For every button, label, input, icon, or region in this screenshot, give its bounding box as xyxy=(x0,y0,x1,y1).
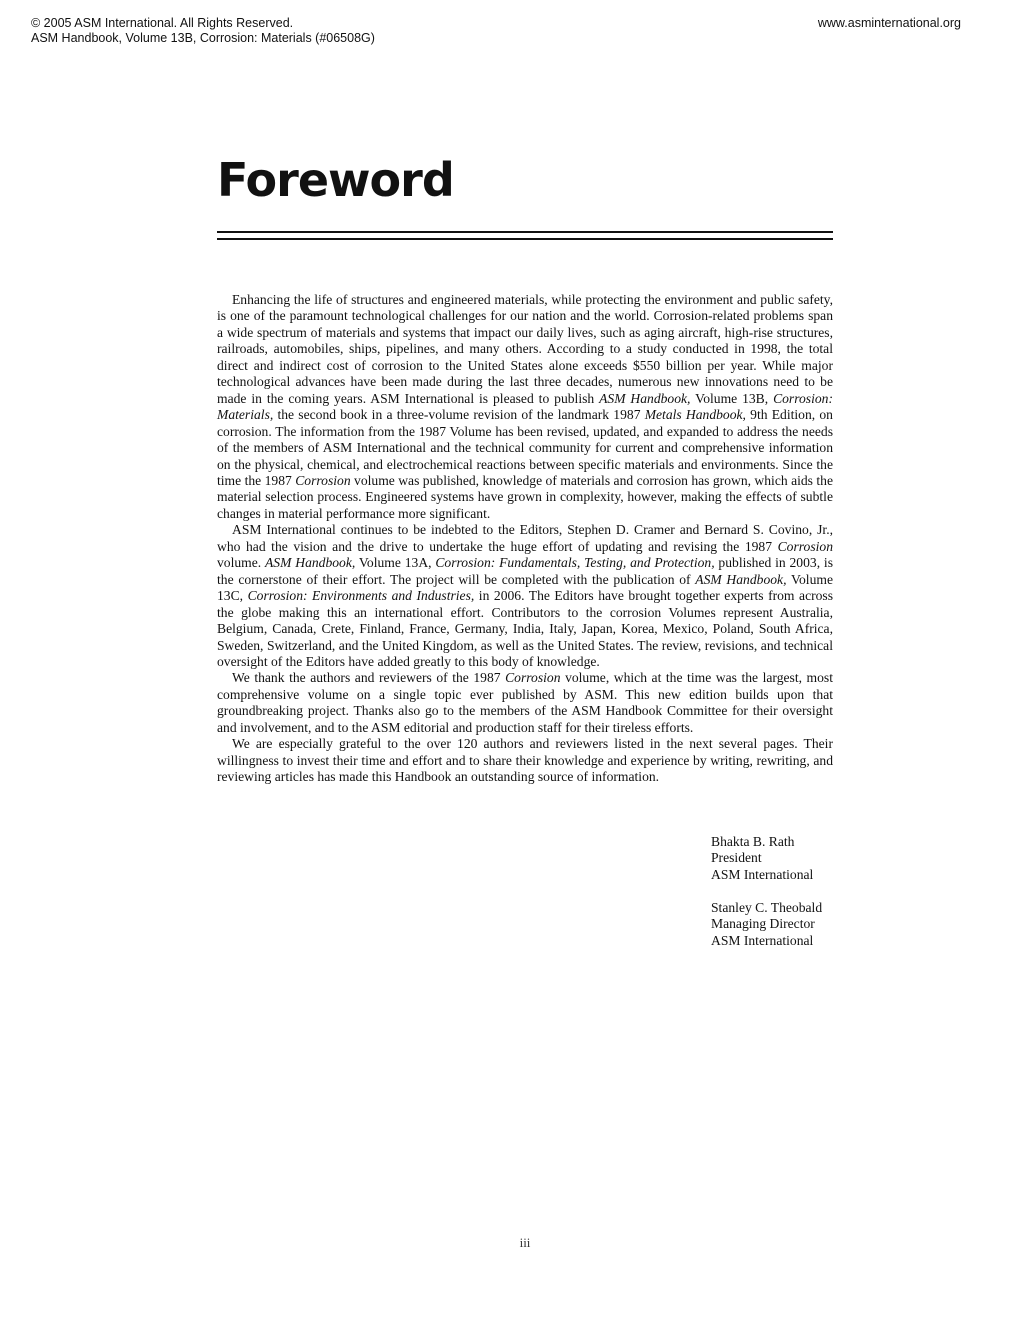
book-reference: ASM Handbook, Volume 13B, Corrosion: Materials (#06508G) xyxy=(31,31,375,45)
signature-block xyxy=(711,900,822,949)
page-header-left xyxy=(31,16,375,46)
signatory-name: Stanley C. Theobald xyxy=(711,900,823,915)
text-run: We thank the authors and reviewers of the 1987 xyxy=(232,670,506,686)
paragraph xyxy=(217,736,833,785)
italic-title-run: ASM Handbook, xyxy=(695,571,787,587)
text-run: published in 2003, is the cornerstone of their effort. The project will be completed with the publication of xyxy=(217,555,833,587)
italic-title-run: Corrosion xyxy=(505,670,561,686)
signatory-organization: ASM International xyxy=(711,866,814,882)
italic-title-run: Corrosion: Materials, xyxy=(217,390,833,423)
paragraph xyxy=(217,670,833,736)
text-run: volume was published, knowledge of materials and corrosion has grown, which aids the material selection process. Engineered systems have grown in complexity, however, making the effects of subtle changes in material performance more significant. xyxy=(217,472,833,521)
paragraph xyxy=(217,292,833,522)
signatory-role: President xyxy=(711,850,762,866)
signatory-organization: ASM International xyxy=(711,932,814,948)
paragraph xyxy=(217,522,833,670)
text-run: the second book in a three-volume revision of the landmark 1987 xyxy=(273,407,645,423)
text-run: ASM International continues to be indebted to the Editors, Stephen D. Cramer and Bernard S. Covino, Jr., who had the vision and the drive to undertake the huge effort of updating and revising the 1987 xyxy=(217,522,833,554)
copyright-notice: © 2005 ASM International. All Rights Reserved. xyxy=(31,16,294,30)
text-run: Volume 13C, xyxy=(217,571,833,604)
page-header-right xyxy=(818,16,961,31)
signatory-role: Managing Director xyxy=(711,916,815,932)
italic-title-run: ASM Handbook, xyxy=(265,555,356,571)
title-rule-top xyxy=(217,231,833,233)
italic-title-run: Corrosion xyxy=(295,472,351,488)
text-run: volume, which at the time was the largest, most comprehensive volume on a single topic ever published by ASM. This new edition builds upon that groundbreaking project. Thanks also go to the members of the ASM Handbook Committee for their oversight and involvement, and to the ASM editorial and production staff for their tireless efforts. xyxy=(217,670,833,735)
italic-title-run: ASM Handbook, xyxy=(599,390,691,406)
website-link[interactable]: www.asminternational.org xyxy=(817,16,961,30)
title-rule-bottom xyxy=(217,238,833,240)
signature-block xyxy=(711,834,813,883)
text-run: Volume 13B, xyxy=(690,390,774,406)
italic-title-run: Metals Handbook, xyxy=(644,407,746,423)
italic-title-run: Corrosion: Environments and Industries, xyxy=(247,588,475,604)
text-run: 9th Edition, on corrosion. The information from the 1987 Volume has been revised, updated, and expanded to address the needs of the members of ASM International and the technical community for current and comprehensive information on the physical, chemical, and electrochemical reactions between specific materials and environments. Since the time the 1987 xyxy=(217,407,833,488)
page-title: Foreword xyxy=(217,153,454,207)
text-run: volume. xyxy=(217,555,265,571)
text-run: in 2006. The Editors have brought together experts from across the globe making this an international effort. Contributors to the corrosion Volumes represent Australia, Belgium, Canada, Crete, Finland, France, Germany, India, Italy, Japan, Korea, Mexico, Poland, South Africa, Sweden, Switzerland, and the United Kingdom, as well as the United States. The review, revisions, and technical oversight of the Editors have added greatly to this body of knowledge. xyxy=(217,588,834,669)
text-run: We are especially grateful to the over 120 authors and reviewers listed in the next several pages. Their willingness to invest their time and effort and to share their knowledge and experience by writing, rewriting, and reviewing articles has made this Handbook an outstanding source of information. xyxy=(217,736,833,785)
italic-title-run: Corrosion: Fundamentals, Testing, and Protection, xyxy=(435,555,715,571)
italic-title-run: Corrosion xyxy=(777,538,833,554)
signatory-name: Bhakta B. Rath xyxy=(711,834,795,849)
foreword-body xyxy=(217,292,833,786)
page-number: iii xyxy=(519,1235,531,1250)
text-run: Volume 13A, xyxy=(355,555,436,571)
text-run: Enhancing the life of structures and engineered materials, while protecting the environment and public safety, is one of the paramount technological challenges for our nation and the world. Corrosion-related problems span a wide spectrum of materials and systems that impact our daily lives, such as aging aircraft, high-rise structures, railroads, automobiles, ships, pipelines, and many others. According to a study conducted in 1998, the total direct and indirect cost of corrosion to the United States alone exceeds $550 billion per year. While major technological advances have been made during the last three decades, numerous new innovations need to be made in the coming years. ASM International is pleased to publish xyxy=(217,292,833,406)
